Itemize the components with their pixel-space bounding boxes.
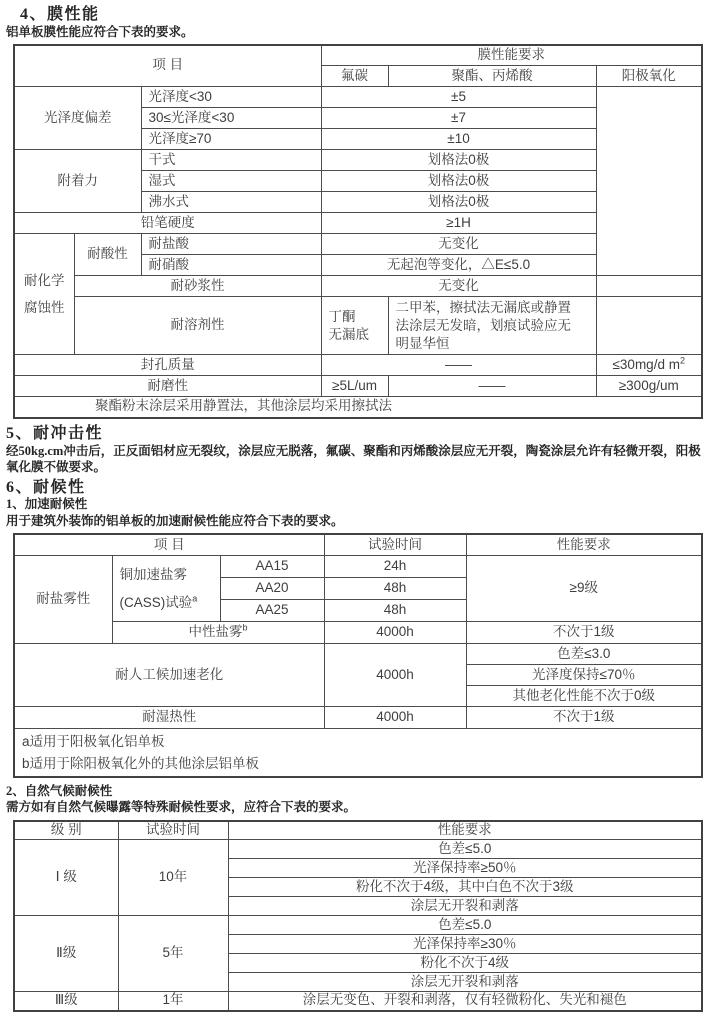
t1-pencil-value: ≥1H bbox=[321, 213, 596, 234]
t2-cass-row-time: 48h bbox=[324, 578, 466, 600]
t1-acid-label: 耐酸性 bbox=[74, 234, 141, 276]
t2-header-item: 项 目 bbox=[14, 534, 324, 556]
t2-cass-row-time: 24h bbox=[324, 556, 466, 578]
t2-aging-req: 色差≤3.0 bbox=[466, 644, 702, 665]
t2-neutral-salt-label bbox=[112, 622, 324, 644]
t2-header-time: 试验时间 bbox=[324, 534, 466, 556]
section-6-sub2-title: 2、自然气候耐候性 bbox=[6, 783, 113, 798]
t1-adhesion-row-item: 湿式 bbox=[141, 171, 321, 192]
t2-footnote-a: a适用于阳极氧化铝单板 bbox=[22, 733, 165, 749]
t1-seal-anodize-sup: 2 bbox=[679, 355, 685, 366]
section-6-sub1-intro: 用于建筑外装饰的铝单板的加速耐候性能应符合下表的要求。 bbox=[6, 513, 344, 528]
t1-anodize-merged-empty bbox=[596, 87, 702, 276]
t3-grade3-req: 涂层无变色、开裂和剥落，仅有轻微粉化、失光和褪色 bbox=[228, 992, 702, 1011]
t2-footnotes bbox=[14, 729, 702, 777]
t1-adhesion-row-value: 划格法0极 bbox=[321, 171, 596, 192]
t3-grade2-req: 色差≤5.0 bbox=[228, 916, 702, 935]
t3-header-req: 性能要求 bbox=[228, 821, 702, 840]
t1-adhesion-row-value: 划格法0极 bbox=[321, 192, 596, 213]
t1-abrasion-fc-value: ≥5L/um bbox=[321, 376, 388, 397]
t3-header-time: 试验时间 bbox=[118, 821, 228, 840]
t2-aging-req: 光泽度保持≤70％ bbox=[466, 665, 702, 686]
t2-cass-req: ≥9级 bbox=[466, 556, 702, 622]
t3-grade2-time: 5年 bbox=[118, 916, 228, 992]
t1-solvent-label: 耐溶剂性 bbox=[74, 297, 321, 355]
t3-grade1-req: 粉化不次于4级，其中白色不次于3级 bbox=[228, 878, 702, 897]
section-6-sub1-title: 1、加速耐候性 bbox=[6, 496, 88, 511]
t2-cass-row-item: AA20 bbox=[220, 578, 324, 600]
t1-anodize-empty bbox=[596, 297, 702, 355]
t1-col-anodize: 阳极氧化 bbox=[596, 66, 702, 87]
t1-gloss-row-value: ±5 bbox=[321, 87, 596, 108]
t1-pencil-label: 铅笔硬度 bbox=[14, 213, 321, 234]
t1-mortar-value: 无变化 bbox=[321, 276, 596, 297]
t1-abrasion-anodize-value: ≥300g/um bbox=[596, 376, 702, 397]
t1-solvent-fluorocarbon-value bbox=[321, 297, 388, 355]
section-4-intro: 铝单板膜性能应符合下表的要求。 bbox=[6, 25, 194, 40]
t1-anodize-empty bbox=[596, 276, 702, 297]
t1-footnote: 聚酯粉末涂层采用静置法，其他涂层均采用擦拭法 bbox=[14, 397, 702, 418]
t1-acid-row-value: 无变化 bbox=[321, 234, 596, 255]
t2-cass-label bbox=[112, 556, 220, 622]
t3-grade1-req: 色差≤5.0 bbox=[228, 840, 702, 859]
t1-abrasion-mid-value: —— bbox=[388, 376, 596, 397]
t3-grade2-label: Ⅱ级 bbox=[14, 916, 118, 992]
t2-aging-time: 4000h bbox=[324, 644, 466, 707]
t1-adhesion-label: 附着力 bbox=[14, 150, 141, 213]
t2-neutral-time: 4000h bbox=[324, 622, 466, 644]
t1-adhesion-row-item: 干式 bbox=[141, 150, 321, 171]
t2-damp-heat-label: 耐湿热性 bbox=[14, 707, 324, 729]
section-6-title: 6、耐候性 bbox=[6, 478, 86, 496]
t1-acid-row-item: 耐盐酸 bbox=[141, 234, 321, 255]
t2-neutral-salt-text: 中性盐雾 bbox=[188, 624, 243, 640]
t2-cass-line1: 铜加速盐雾 bbox=[119, 566, 187, 582]
section-4-title: 4、膜性能 bbox=[20, 6, 100, 23]
t1-gloss-row-item: 30≤光泽度<30 bbox=[141, 108, 321, 129]
t1-chemical-label-line1: 耐化学 bbox=[24, 273, 65, 289]
t1-acid-row-value: 无起泡等变化，△E≤5.0 bbox=[321, 255, 596, 276]
t2-neutral-salt-sup: b bbox=[242, 622, 248, 633]
t1-solvent-fc-line1: 丁酮 bbox=[328, 308, 356, 324]
t1-chemical-label bbox=[14, 234, 74, 355]
t2-salt-spray-label: 耐盐雾性 bbox=[14, 556, 112, 644]
t1-gloss-row-item: 光泽度≥70 bbox=[141, 129, 321, 150]
t1-adhesion-row-item: 沸水式 bbox=[141, 192, 321, 213]
t1-solvent-polyester-text: 二甲苯，擦拭法无漏底或静置法涂层无发暗，划痕试验应无明显华恒 bbox=[395, 299, 571, 351]
t3-header-grade: 级 别 bbox=[14, 821, 118, 840]
t1-seal-label: 封孔质量 bbox=[14, 355, 321, 376]
t3-grade3-label: Ⅲ级 bbox=[14, 992, 118, 1011]
t2-cass-row-time: 48h bbox=[324, 600, 466, 622]
section-5-title: 5、耐冲击性 bbox=[6, 424, 104, 442]
t1-gloss-row-value: ±10 bbox=[321, 129, 596, 150]
t2-damp-heat-req: 不次于1级 bbox=[466, 707, 702, 729]
t2-cass-row-item: AA25 bbox=[220, 600, 324, 622]
t2-aging-req: 其他老化性能不次于0级 bbox=[466, 686, 702, 707]
t1-chemical-label-line2: 腐蚀性 bbox=[24, 300, 65, 316]
t1-acid-row-item: 耐硝酸 bbox=[141, 255, 321, 276]
t3-grade2-req: 涂层无开裂和剥落 bbox=[228, 973, 702, 992]
t1-solvent-polyester-value bbox=[388, 297, 596, 355]
t3-grade2-req: 粉化不次于4级 bbox=[228, 954, 702, 973]
t1-seal-mid-value: —— bbox=[321, 355, 596, 376]
t1-abrasion-label: 耐磨性 bbox=[14, 376, 321, 397]
t1-adhesion-row-value: 划格法0极 bbox=[321, 150, 596, 171]
film-performance-table bbox=[13, 44, 703, 419]
t3-grade1-req: 光泽保持率≥50％ bbox=[228, 859, 702, 878]
t1-header-req: 膜性能要求 bbox=[321, 45, 702, 66]
t2-aging-label: 耐人工候加速老化 bbox=[14, 644, 324, 707]
accelerated-weathering-table bbox=[13, 533, 703, 778]
t1-solvent-fc-line2: 无漏底 bbox=[328, 326, 369, 342]
t1-gloss-row-value: ±7 bbox=[321, 108, 596, 129]
t2-neutral-req: 不次于1级 bbox=[466, 622, 702, 644]
t3-grade1-label: Ⅰ 级 bbox=[14, 840, 118, 916]
t2-damp-heat-time: 4000h bbox=[324, 707, 466, 729]
section-5-body: 经50kg.cm冲击后，正反面铝材应无裂纹，涂层应无脱落，氟碳、聚酯和丙烯酸涂层应无开裂，陶瓷涂层允许有轻微开裂，阳极氧化膜不做要求。 bbox=[6, 444, 701, 475]
t1-mortar-label: 耐砂浆性 bbox=[74, 276, 321, 297]
t3-grade3-time: 1年 bbox=[118, 992, 228, 1011]
t1-gloss-label: 光泽度偏差 bbox=[14, 87, 141, 150]
t2-footnote-b: b适用于除阳极氧化外的其他涂层铝单板 bbox=[22, 755, 260, 771]
t1-col-fluorocarbon: 氟碳 bbox=[321, 66, 388, 87]
t1-gloss-row-item: 光泽度<30 bbox=[141, 87, 321, 108]
t3-grade2-req: 光泽保持率≥30％ bbox=[228, 935, 702, 954]
t1-col-polyester-acrylic: 聚酯、丙烯酸 bbox=[388, 66, 596, 87]
t2-cass-row-item: AA15 bbox=[220, 556, 324, 578]
t1-seal-anodize-text: ≤30mg/d m bbox=[612, 356, 680, 372]
t3-grade1-time: 10年 bbox=[118, 840, 228, 916]
t1-header-item: 项 目 bbox=[14, 45, 321, 87]
natural-weathering-table bbox=[13, 820, 703, 1012]
t3-grade1-req: 涂层无开裂和剥落 bbox=[228, 897, 702, 916]
t2-cass-line2: (CASS)试验 bbox=[119, 594, 193, 610]
t1-seal-anodize-value bbox=[596, 355, 702, 376]
t2-header-req: 性能要求 bbox=[466, 534, 702, 556]
section-6-sub2-intro: 需方如有自然气候曝露等特殊耐候性要求，应符合下表的要求。 bbox=[6, 800, 357, 815]
t2-cass-sup: a bbox=[192, 593, 198, 604]
